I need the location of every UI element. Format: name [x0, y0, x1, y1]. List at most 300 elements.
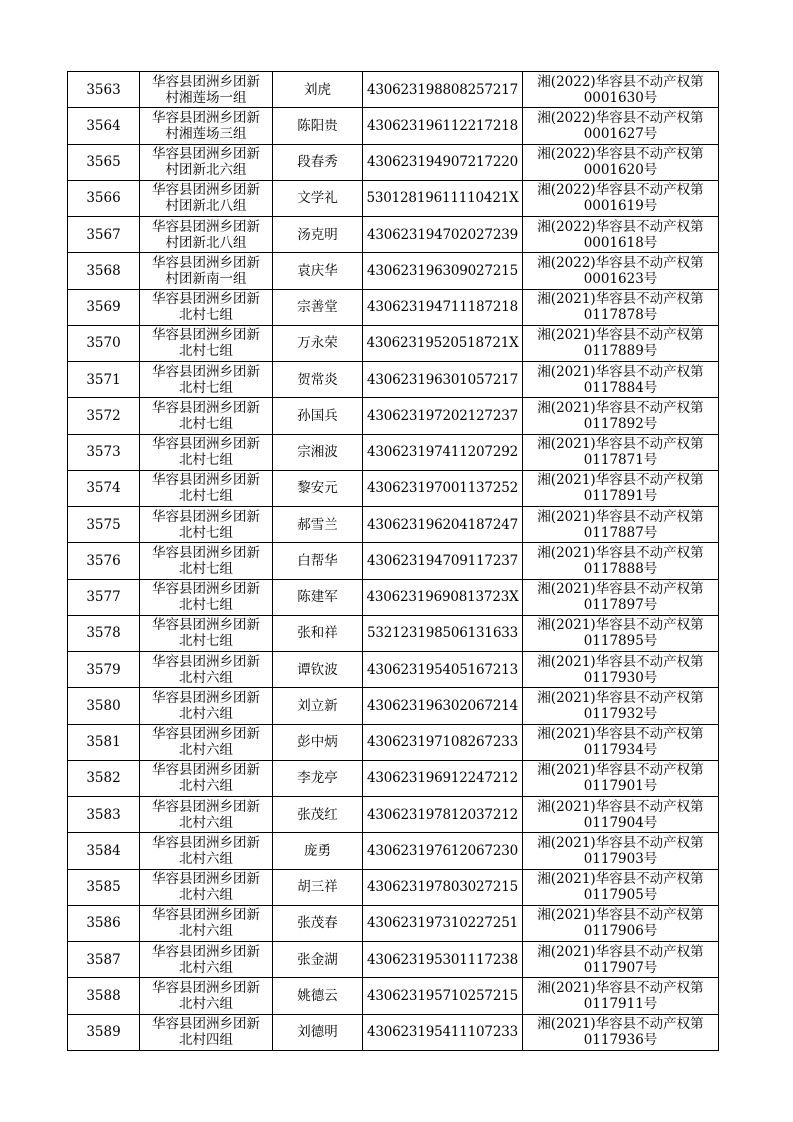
- id-number-cell: [363, 507, 523, 543]
- location-line-2: 北村六组: [179, 850, 233, 867]
- location-line-2: 北村六组: [179, 995, 233, 1012]
- owner-name-cell: [273, 72, 363, 108]
- certificate-line-1: 湘(2022)华容县不动产权第: [537, 254, 704, 271]
- owner-name: 庞勇: [304, 842, 331, 859]
- table-row: [68, 905, 719, 941]
- table-row: [68, 724, 719, 760]
- row-number: 3585: [86, 879, 121, 896]
- location-cell: [140, 72, 273, 108]
- certificate-line-1: 湘(2021)华容县不动产权第: [537, 544, 704, 561]
- table-row: [68, 797, 719, 833]
- id-number: 430623196309027215: [366, 262, 518, 279]
- table-row: [68, 760, 719, 796]
- row-number: 3579: [86, 661, 121, 678]
- id-number-cell: [363, 289, 523, 325]
- certificate-line-1: 湘(2021)华容县不动产权第: [537, 581, 704, 598]
- location-cell: [140, 615, 273, 651]
- location-line-2: 村团新北八组: [165, 234, 247, 251]
- certificate-line-2: 0117892号: [583, 415, 658, 432]
- certificate-line-2: 0117936号: [583, 1032, 658, 1049]
- location-line-1: 华容县团洲乡团新: [152, 907, 260, 924]
- certificate-line-1: 湘(2022)华容县不动产权第: [537, 182, 704, 199]
- location-line-2: 北村七组: [179, 597, 233, 614]
- owner-name: 宗善堂: [297, 299, 338, 316]
- owner-name: 袁庆华: [297, 262, 338, 279]
- location-cell: [140, 398, 273, 434]
- location-cell: [140, 108, 273, 144]
- table-row: [68, 942, 719, 978]
- id-number-cell: [363, 470, 523, 506]
- id-number-cell: [363, 724, 523, 760]
- location-line-2: 村湘莲场三组: [165, 125, 247, 142]
- location-line-1: 华容县团洲乡团新: [152, 544, 260, 561]
- certificate-cell: [523, 978, 719, 1014]
- owner-name-cell: [273, 1014, 363, 1050]
- owner-name-cell: [273, 217, 363, 253]
- certificate-line-1: 湘(2021)华容县不动产权第: [537, 1016, 704, 1033]
- owner-name: 宗湘波: [297, 444, 338, 461]
- certificate-cell: [523, 144, 719, 180]
- id-number-cell: [363, 325, 523, 361]
- location-cell: [140, 797, 273, 833]
- table-row: [68, 289, 719, 325]
- certificate-line-2: 0117884号: [583, 379, 658, 396]
- location-cell: [140, 942, 273, 978]
- owner-name: 刘立新: [297, 697, 338, 714]
- id-number-cell: [363, 144, 523, 180]
- id-number: 430623194907217220: [366, 154, 518, 171]
- certificate-cell: [523, 543, 719, 579]
- certificate-cell: [523, 615, 719, 651]
- location-cell: [140, 289, 273, 325]
- location-cell: [140, 180, 273, 216]
- row-number-cell: [68, 724, 140, 760]
- row-number: 3582: [86, 770, 121, 787]
- id-number: 43062319520518721X: [366, 335, 519, 352]
- id-number-cell: [363, 978, 523, 1014]
- certificate-cell: [523, 217, 719, 253]
- row-number-cell: [68, 905, 140, 941]
- location-line-2: 北村六组: [179, 959, 233, 976]
- owner-name-cell: [273, 470, 363, 506]
- location-line-2: 北村七组: [179, 524, 233, 541]
- id-number-cell: [363, 652, 523, 688]
- row-number-cell: [68, 325, 140, 361]
- certificate-line-1: 湘(2021)华容县不动产权第: [537, 291, 704, 308]
- location-line-1: 华容县团洲乡团新: [152, 254, 260, 271]
- row-number: 3581: [86, 734, 121, 751]
- id-number-cell: [363, 615, 523, 651]
- location-line-1: 华容县团洲乡团新: [152, 689, 260, 706]
- owner-name-cell: [273, 942, 363, 978]
- certificate-line-2: 0001619号: [583, 198, 658, 215]
- owner-name: 张金湖: [297, 951, 338, 968]
- id-number: 430623197202127237: [366, 407, 518, 424]
- row-number-cell: [68, 362, 140, 398]
- location-line-1: 华容县团洲乡团新: [152, 363, 260, 380]
- owner-name: 汤克明: [297, 226, 338, 243]
- certificate-line-2: 0117878号: [583, 307, 658, 324]
- location-cell: [140, 833, 273, 869]
- owner-name: 谭钦波: [297, 661, 338, 678]
- owner-name: 张茂春: [297, 915, 338, 932]
- certificate-line-1: 湘(2021)华容县不动产权第: [537, 834, 704, 851]
- certificate-line-2: 0001630号: [583, 89, 658, 106]
- location-line-2: 北村七组: [179, 343, 233, 360]
- certificate-line-1: 湘(2021)华容县不动产权第: [537, 979, 704, 996]
- table-row: [68, 253, 719, 289]
- row-number: 3578: [86, 625, 121, 642]
- certificate-line-2: 0117911号: [583, 995, 658, 1012]
- id-number-cell: [363, 942, 523, 978]
- id-number: 430623197812037212: [366, 806, 518, 823]
- table-row: [68, 688, 719, 724]
- certificate-cell: [523, 688, 719, 724]
- location-cell: [140, 253, 273, 289]
- certificate-line-1: 湘(2021)华容县不动产权第: [537, 871, 704, 888]
- certificate-cell: [523, 289, 719, 325]
- certificate-line-2: 0117905号: [583, 887, 658, 904]
- row-number: 3586: [86, 915, 121, 932]
- certificate-line-1: 湘(2021)华容县不动产权第: [537, 726, 704, 743]
- id-number-cell: [363, 362, 523, 398]
- owner-name: 黎安元: [297, 480, 338, 497]
- row-number: 3572: [86, 407, 121, 424]
- location-cell: [140, 978, 273, 1014]
- location-line-2: 北村七组: [179, 452, 233, 469]
- id-number: 532123198506131633: [366, 625, 518, 642]
- location-line-1: 华容县团洲乡团新: [152, 436, 260, 453]
- location-line-1: 华容县团洲乡团新: [152, 291, 260, 308]
- location-cell: [140, 217, 273, 253]
- certificate-line-2: 0117889号: [583, 343, 658, 360]
- location-line-2: 北村七组: [179, 633, 233, 650]
- row-number-cell: [68, 978, 140, 1014]
- id-number-cell: [363, 797, 523, 833]
- row-number-cell: [68, 833, 140, 869]
- id-number: 430623195301117238: [366, 951, 518, 968]
- table-row: [68, 325, 719, 361]
- certificate-line-2: 0117904号: [583, 814, 658, 831]
- location-cell: [140, 724, 273, 760]
- location-cell: [140, 579, 273, 615]
- id-number-cell: [363, 253, 523, 289]
- certificate-line-1: 湘(2021)华容县不动产权第: [537, 472, 704, 489]
- owner-name-cell: [273, 833, 363, 869]
- row-number: 3569: [86, 299, 121, 316]
- location-line-1: 华容县团洲乡团新: [152, 472, 260, 489]
- location-line-2: 村团新北六组: [165, 162, 247, 179]
- location-cell: [140, 905, 273, 941]
- id-number-cell: [363, 543, 523, 579]
- row-number-cell: [68, 869, 140, 905]
- certificate-line-1: 湘(2021)华容县不动产权第: [537, 399, 704, 416]
- certificate-cell: [523, 362, 719, 398]
- location-line-1: 华容县团洲乡团新: [152, 327, 260, 344]
- owner-name-cell: [273, 797, 363, 833]
- certificate-cell: [523, 652, 719, 688]
- id-number: 430623194711187218: [366, 299, 518, 316]
- row-number-cell: [68, 434, 140, 470]
- table-row: [68, 869, 719, 905]
- location-line-1: 华容县团洲乡团新: [152, 762, 260, 779]
- location-line-2: 北村七组: [179, 307, 233, 324]
- owner-name: 万永荣: [297, 335, 338, 352]
- id-number: 430623197411207292: [366, 444, 518, 461]
- location-line-2: 北村六组: [179, 742, 233, 759]
- owner-name-cell: [273, 507, 363, 543]
- id-number: 430623197310227251: [366, 915, 518, 932]
- certificate-line-2: 0117895号: [583, 633, 658, 650]
- location-line-1: 华容县团洲乡团新: [152, 182, 260, 199]
- certificate-line-1: 湘(2021)华容县不动产权第: [537, 327, 704, 344]
- location-line-1: 华容县团洲乡团新: [152, 508, 260, 525]
- location-line-1: 华容县团洲乡团新: [152, 979, 260, 996]
- row-number-cell: [68, 688, 140, 724]
- id-number-cell: [363, 108, 523, 144]
- table-row: [68, 108, 719, 144]
- location-line-1: 华容县团洲乡团新: [152, 581, 260, 598]
- row-number: 3584: [86, 842, 121, 859]
- row-number-cell: [68, 72, 140, 108]
- certificate-line-1: 湘(2021)华容县不动产权第: [537, 943, 704, 960]
- row-number: 3589: [86, 1024, 121, 1041]
- id-number: 430623197108267233: [366, 734, 518, 751]
- table-row: [68, 362, 719, 398]
- row-number: 3571: [86, 371, 121, 388]
- owner-name-cell: [273, 108, 363, 144]
- location-cell: [140, 1014, 273, 1050]
- location-cell: [140, 470, 273, 506]
- row-number: 3576: [86, 552, 121, 569]
- owner-name-cell: [273, 905, 363, 941]
- certificate-line-1: 湘(2022)华容县不动产权第: [537, 218, 704, 235]
- row-number-cell: [68, 652, 140, 688]
- row-number: 3567: [86, 226, 121, 243]
- certificate-cell: [523, 470, 719, 506]
- location-cell: [140, 869, 273, 905]
- id-number-cell: [363, 869, 523, 905]
- certificate-line-2: 0117903号: [583, 850, 658, 867]
- owner-name-cell: [273, 978, 363, 1014]
- owner-name-cell: [273, 543, 363, 579]
- owner-name: 孙国兵: [297, 407, 338, 424]
- certificate-line-2: 0001627号: [583, 125, 658, 142]
- certificate-line-2: 0117891号: [583, 488, 658, 505]
- row-number: 3575: [86, 516, 121, 533]
- property-registry-table: [67, 71, 719, 1051]
- certificate-line-2: 0117906号: [583, 923, 658, 940]
- id-number: 430623197612067230: [366, 842, 518, 859]
- table-row: [68, 978, 719, 1014]
- certificate-line-2: 0001620号: [583, 162, 658, 179]
- table-row: [68, 1014, 719, 1050]
- certificate-cell: [523, 905, 719, 941]
- row-number-cell: [68, 1014, 140, 1050]
- row-number-cell: [68, 942, 140, 978]
- owner-name-cell: [273, 652, 363, 688]
- certificate-line-1: 湘(2021)华容县不动产权第: [537, 798, 704, 815]
- table-row: [68, 180, 719, 216]
- certificate-cell: [523, 108, 719, 144]
- row-number-cell: [68, 144, 140, 180]
- owner-name-cell: [273, 398, 363, 434]
- row-number-cell: [68, 797, 140, 833]
- id-number: 430623196204187247: [366, 516, 518, 533]
- table-row: [68, 579, 719, 615]
- certificate-line-1: 湘(2022)华容县不动产权第: [537, 73, 704, 90]
- row-number: 3566: [86, 190, 121, 207]
- table-row: [68, 507, 719, 543]
- owner-name-cell: [273, 362, 363, 398]
- owner-name-cell: [273, 579, 363, 615]
- owner-name: 李龙亭: [297, 770, 338, 787]
- owner-name: 段春秀: [297, 154, 338, 171]
- certificate-cell: [523, 180, 719, 216]
- location-line-1: 华容县团洲乡团新: [152, 109, 260, 126]
- row-number-cell: [68, 289, 140, 325]
- table-row: [68, 833, 719, 869]
- owner-name-cell: [273, 869, 363, 905]
- id-number: 430623196112217218: [366, 117, 518, 134]
- location-line-2: 北村六组: [179, 814, 233, 831]
- table-row: [68, 144, 719, 180]
- owner-name: 刘虎: [304, 81, 331, 98]
- certificate-line-2: 0117887号: [583, 524, 658, 541]
- id-number: 430623195405167213: [366, 661, 518, 678]
- certificate-cell: [523, 1014, 719, 1050]
- id-number: 430623194702027239: [366, 226, 518, 243]
- row-number: 3580: [86, 697, 121, 714]
- row-number: 3577: [86, 589, 121, 606]
- id-number: 430623195710257215: [366, 987, 518, 1004]
- location-line-2: 北村七组: [179, 379, 233, 396]
- location-line-2: 北村六组: [179, 923, 233, 940]
- owner-name: 胡三祥: [297, 879, 338, 896]
- certificate-line-1: 湘(2021)华容县不动产权第: [537, 762, 704, 779]
- certificate-cell: [523, 72, 719, 108]
- certificate-line-1: 湘(2021)华容县不动产权第: [537, 508, 704, 525]
- certificate-cell: [523, 579, 719, 615]
- owner-name-cell: [273, 615, 363, 651]
- location-line-1: 华容县团洲乡团新: [152, 834, 260, 851]
- owner-name: 白帮华: [297, 552, 338, 569]
- row-number: 3588: [86, 987, 121, 1004]
- id-number: 430623195411107233: [366, 1024, 518, 1041]
- certificate-line-2: 0117888号: [583, 560, 658, 577]
- location-line-1: 华容县团洲乡团新: [152, 726, 260, 743]
- owner-name: 张茂红: [297, 806, 338, 823]
- table-row: [68, 72, 719, 108]
- id-number-cell: [363, 905, 523, 941]
- location-line-1: 华容县团洲乡团新: [152, 617, 260, 634]
- location-cell: [140, 434, 273, 470]
- certificate-cell: [523, 760, 719, 796]
- table-row: [68, 652, 719, 688]
- certificate-line-1: 湘(2021)华容县不动产权第: [537, 436, 704, 453]
- location-line-1: 华容县团洲乡团新: [152, 798, 260, 815]
- certificate-cell: [523, 507, 719, 543]
- owner-name-cell: [273, 760, 363, 796]
- owner-name: 刘德明: [297, 1024, 338, 1041]
- table-body: [68, 72, 719, 1051]
- id-number: 43062319690813723X: [366, 589, 519, 606]
- certificate-line-2: 0117907号: [583, 959, 658, 976]
- owner-name-cell: [273, 688, 363, 724]
- certificate-line-1: 湘(2021)华容县不动产权第: [537, 653, 704, 670]
- owner-name: 彭中炳: [297, 734, 338, 751]
- certificate-line-1: 湘(2022)华容县不动产权第: [537, 109, 704, 126]
- id-number-cell: [363, 72, 523, 108]
- table-row: [68, 217, 719, 253]
- id-number-cell: [363, 688, 523, 724]
- owner-name-cell: [273, 180, 363, 216]
- certificate-line-2: 0117871号: [583, 452, 658, 469]
- row-number: 3568: [86, 262, 121, 279]
- id-number: 430623197803027215: [366, 879, 518, 896]
- location-line-1: 华容县团洲乡团新: [152, 1016, 260, 1033]
- id-number: 430623198808257217: [366, 81, 518, 98]
- row-number-cell: [68, 507, 140, 543]
- location-line-1: 华容县团洲乡团新: [152, 871, 260, 888]
- location-cell: [140, 760, 273, 796]
- certificate-cell: [523, 398, 719, 434]
- location-line-2: 北村六组: [179, 669, 233, 686]
- location-line-2: 北村七组: [179, 560, 233, 577]
- location-line-2: 北村七组: [179, 415, 233, 432]
- location-line-2: 村湘莲场一组: [165, 89, 247, 106]
- certificate-cell: [523, 434, 719, 470]
- certificate-line-1: 湘(2021)华容县不动产权第: [537, 689, 704, 706]
- location-line-2: 北村六组: [179, 778, 233, 795]
- row-number: 3570: [86, 335, 121, 352]
- owner-name-cell: [273, 724, 363, 760]
- row-number: 3583: [86, 806, 121, 823]
- certificate-line-2: 0117901号: [583, 778, 658, 795]
- row-number: 3565: [86, 154, 121, 171]
- certificate-line-2: 0117932号: [583, 705, 658, 722]
- id-number-cell: [363, 180, 523, 216]
- location-cell: [140, 144, 273, 180]
- row-number-cell: [68, 180, 140, 216]
- certificate-cell: [523, 869, 719, 905]
- row-number: 3564: [86, 117, 121, 134]
- id-number-cell: [363, 434, 523, 470]
- owner-name: 张和祥: [297, 625, 338, 642]
- id-number-cell: [363, 1014, 523, 1050]
- owner-name-cell: [273, 325, 363, 361]
- id-number: 430623197001137252: [366, 480, 518, 497]
- id-number: 53012819611110421X: [366, 190, 519, 207]
- certificate-cell: [523, 942, 719, 978]
- certificate-line-1: 湘(2022)华容县不动产权第: [537, 146, 704, 163]
- id-number-cell: [363, 398, 523, 434]
- table-row: [68, 398, 719, 434]
- certificate-line-1: 湘(2021)华容县不动产权第: [537, 617, 704, 634]
- certificate-line-1: 湘(2021)华容县不动产权第: [537, 363, 704, 380]
- location-line-1: 华容县团洲乡团新: [152, 653, 260, 670]
- row-number: 3587: [86, 951, 121, 968]
- row-number-cell: [68, 470, 140, 506]
- location-line-1: 华容县团洲乡团新: [152, 399, 260, 416]
- location-line-2: 村团新北八组: [165, 198, 247, 215]
- row-number-cell: [68, 398, 140, 434]
- location-line-2: 村团新南一组: [165, 270, 247, 287]
- certificate-line-2: 0001618号: [583, 234, 658, 251]
- location-line-1: 华容县团洲乡团新: [152, 146, 260, 163]
- row-number-cell: [68, 543, 140, 579]
- id-number: 430623196301057217: [366, 371, 518, 388]
